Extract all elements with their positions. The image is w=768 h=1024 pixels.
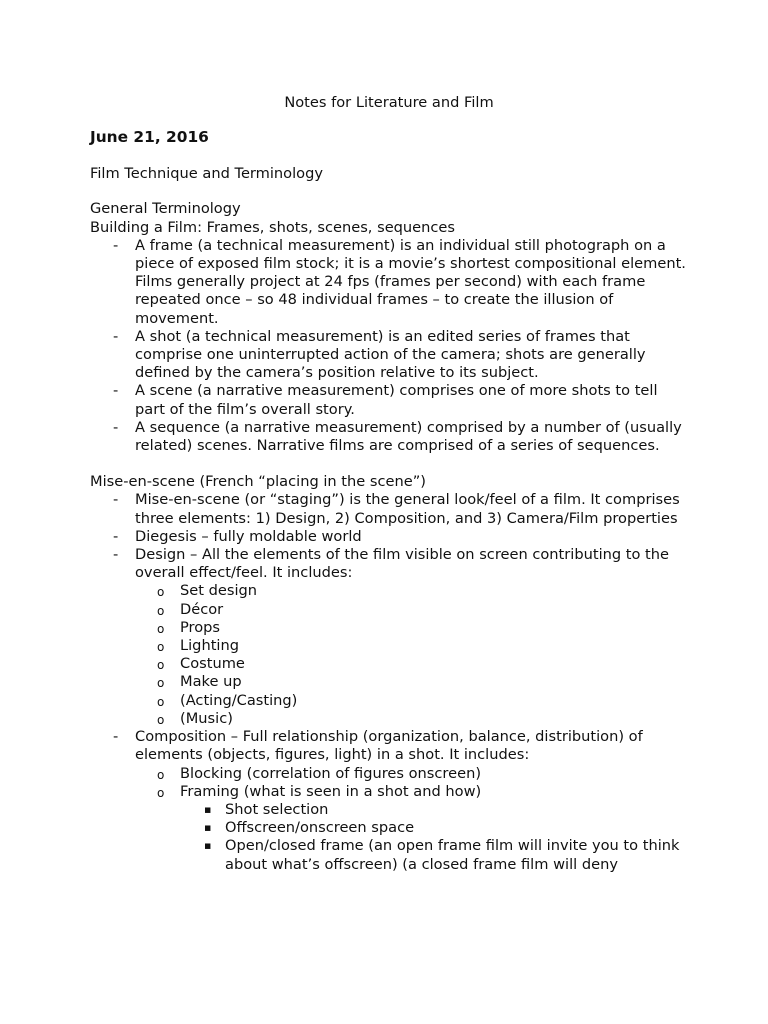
circle-bullet-icon: o — [157, 658, 165, 673]
sublist-item — [135, 637, 688, 655]
dash-bullet-icon: - — [113, 418, 119, 436]
composition-sublist — [135, 765, 688, 874]
document-title: Notes for Literature and Film — [284, 94, 494, 111]
list-item-text: Composition – Full relationship (organization, balance, distribution) of elements (objects, figures, light) in a shot. It includes: — [135, 728, 643, 764]
sublist-item-text: Props — [180, 618, 221, 636]
list-item-text: A frame (a technical measurement) is an individual still photograph on a piece of exposed film stock; it is a movie’s shortest compositional element. Films generally project at 24 fps (frames per second) with each frame repeated once – so 48 individual frames – to create the illusion of movement. — [135, 236, 686, 327]
list-item — [90, 419, 688, 455]
sublist-item — [135, 619, 688, 637]
square-bullet-icon: ▪ — [204, 821, 212, 835]
design-sublist — [135, 582, 688, 728]
building-heading: Building a Film: Frames, shots, scenes, sequences — [90, 218, 456, 236]
circle-bullet-icon: o — [157, 785, 165, 800]
sublist-item-text: (Acting/Casting) — [180, 691, 298, 709]
sublist-item — [135, 673, 688, 691]
subsection-title: General Terminology — [90, 200, 241, 218]
circle-bullet-icon: o — [157, 676, 165, 691]
dash-bullet-icon: - — [113, 527, 119, 545]
circle-bullet-icon: o — [157, 603, 165, 618]
subsublist-item — [180, 819, 688, 837]
circle-bullet-icon: o — [157, 694, 165, 709]
list-item — [90, 328, 688, 383]
subsublist-item — [180, 801, 688, 819]
dash-bullet-icon: - — [113, 236, 119, 254]
circle-bullet-icon: o — [157, 767, 165, 782]
subsublist-item-text: Offscreen/onscreen space — [225, 819, 415, 837]
list-item-text: A sequence (a narrative measurement) comprised by a number of (usually related) scenes. Narrative films are comprised of a series of sequences. — [135, 418, 682, 455]
sublist-item — [135, 783, 688, 874]
sublist-item — [135, 601, 688, 619]
list-item-text: Diegesis – fully moldable world — [135, 527, 362, 545]
circle-bullet-icon: o — [157, 712, 165, 727]
sublist-item — [135, 710, 688, 728]
list-item — [90, 546, 688, 728]
dash-bullet-icon: - — [113, 546, 119, 564]
sublist-item-text: Lighting — [180, 637, 239, 655]
dash-bullet-icon: - — [113, 327, 119, 345]
circle-bullet-icon: o — [157, 640, 165, 655]
square-bullet-icon: ▪ — [204, 839, 212, 853]
list-item — [90, 491, 688, 527]
subsublist-item-text: Open/closed frame (an open frame film will invite you to think about what’s offscreen) (a closed frame film will deny — [225, 837, 680, 873]
sublist-item — [135, 692, 688, 710]
sublist-item-text: Framing (what is seen in a shot and how) — [180, 782, 482, 800]
list-item-text: A shot (a technical measurement) is an edited series of frames that comprise one uninterrupted action of the camera; shots are generally defined by the camera’s position relative to its subject. — [135, 327, 646, 382]
square-bullet-icon: ▪ — [204, 802, 212, 816]
sublist-item-text: Make up — [180, 673, 242, 691]
building-list — [90, 237, 688, 455]
dash-bullet-icon: - — [113, 728, 119, 746]
sublist-item-text: Set design — [180, 582, 258, 600]
mise-heading: Mise-en-scene (French “placing in the scene”) — [90, 473, 426, 491]
list-item — [90, 528, 688, 546]
sublist-item-text: (Music) — [180, 709, 233, 727]
section-title: Film Technique and Terminology — [90, 165, 323, 183]
sublist-item-text: Décor — [180, 600, 224, 618]
sublist-item — [135, 655, 688, 673]
list-item-text: A scene (a narrative measurement) comprises one of more shots to tell part of the film’s overall story. — [135, 382, 658, 418]
circle-bullet-icon: o — [157, 621, 165, 636]
sublist-item-text: Blocking (correlation of figures onscreen) — [180, 764, 482, 782]
list-item — [90, 237, 688, 328]
mise-list — [90, 491, 688, 873]
note-date: June 21, 2016 — [90, 128, 209, 147]
sublist-item — [135, 582, 688, 600]
list-item-text: Mise-en-scene (or “staging”) is the general look/feel of a film. It comprises three elements: 1) Design, 2) Composition, and 3) Camera/Film properties — [135, 491, 680, 527]
list-item — [90, 382, 688, 418]
subsublist-item-text: Shot selection — [225, 800, 329, 818]
framing-sublist — [180, 801, 688, 874]
sublist-item — [135, 765, 688, 783]
sublist-item-text: Costume — [180, 655, 245, 673]
list-item-text: Design – All the elements of the film visible on screen contributing to the overall effect/feel. It includes: — [135, 546, 670, 582]
circle-bullet-icon: o — [157, 585, 165, 600]
dash-bullet-icon: - — [113, 491, 119, 509]
dash-bullet-icon: - — [113, 382, 119, 400]
subsublist-item — [180, 837, 688, 873]
list-item — [90, 728, 688, 874]
